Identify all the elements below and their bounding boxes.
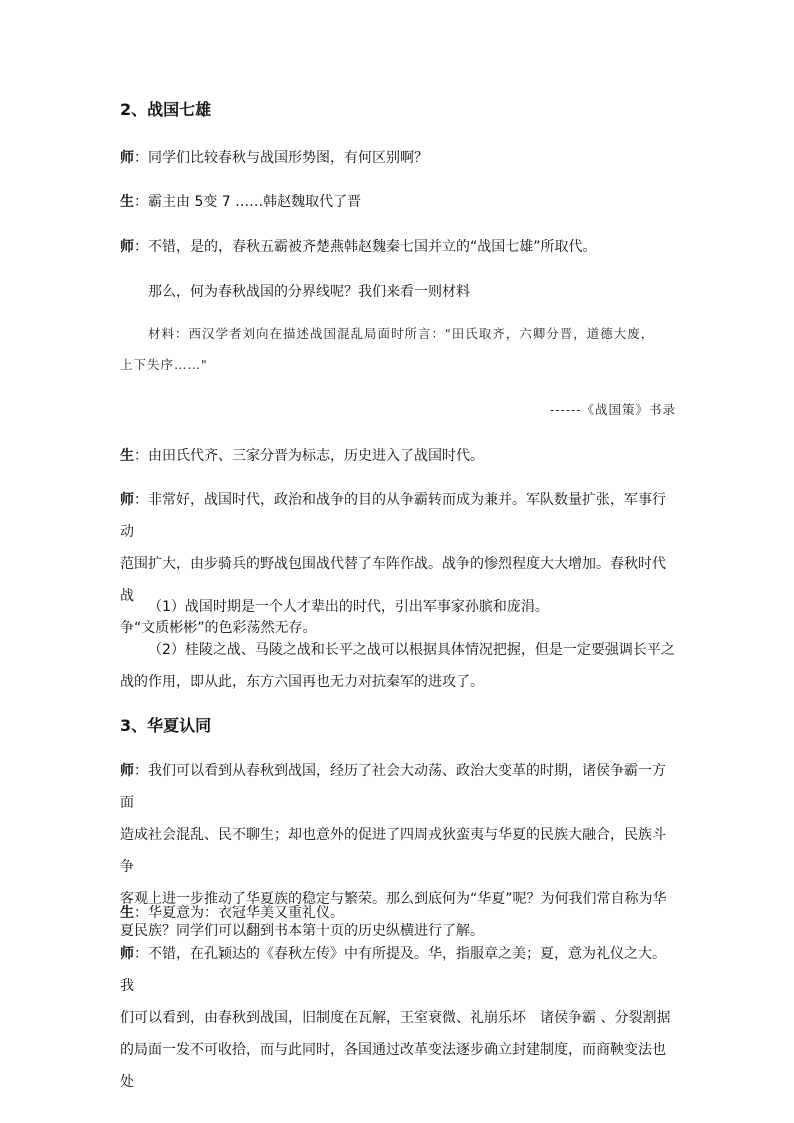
speaker-teacher: 师 [120, 763, 134, 779]
dialogue-text: ：华夏意为：衣冠华美又重礼仪。 [134, 905, 344, 921]
section-title-warring-states: 2、战国七雄 [120, 100, 212, 119]
dialogue-text: 争“文质彬彬”的色彩荡然无存。 [120, 620, 317, 636]
quoted-material [120, 318, 676, 380]
point-2 [120, 634, 676, 698]
speaker-student: 生 [120, 448, 134, 464]
speaker-teacher: 师 [120, 492, 134, 508]
dialogue-teacher-3 [120, 484, 676, 644]
dialogue-text: 夏民族？同学们可以翻到书本第十页的历史纵横进行了解。 [120, 923, 484, 939]
dialogue-text: 客观上进一步推动了华夏族的稳定与繁荣。那么到底何为“华夏”呢？为何我们常自称为华 [120, 891, 667, 907]
dialogue-text: ：非常好，战国时代，政治和战争的目的从争霸转而成为兼并。军队数量扩张，军事行动 [120, 492, 666, 540]
speaker-teacher: 师 [120, 150, 134, 166]
point-2-line-2: 战的作用，即从此，东方六国再也无力对抗秦军的进攻了。 [120, 674, 484, 690]
dialogue-teacher-5 [120, 938, 676, 1098]
material-line-1: 材料：西汉学者刘向在描述战国混乱局面时所言："田氏取齐，六卿分晋，道德大废， [148, 326, 655, 341]
dialogue-text: ：不错，是的，春秋五霸被齐楚燕韩赵魏秦七国并立的“战国七雄”所取代。 [134, 239, 597, 255]
speaker-student: 生 [120, 194, 134, 210]
speaker-student: 生 [120, 905, 134, 921]
dialogue-teacher-2 [120, 237, 676, 257]
dialogue-teacher-1 [120, 148, 676, 168]
section-title-huaxia: 3、华夏认同 [120, 716, 212, 735]
point-1: （1）战国时期是一个人才辈出的时代，引出军事家孙膑和庞涓。 [148, 599, 549, 615]
material-source: ------《战国策》书录 [550, 402, 676, 417]
dialogue-text: ：由田氏代齐、三家分晋为标志，历史进入了战国时代。 [134, 448, 484, 464]
dialogue-text: ：同学们比较春秋与战国形势图，有何区别啊？ [134, 150, 428, 166]
dialogue-text: 们可以看到，由春秋到战国，旧制度在瓦解，王室衰微、礼崩乐坏 诸侯争霸 、分裂割据 [120, 1010, 671, 1026]
dialogue-text: 的局面一发不可收拾，而与此同时，各国通过改革变法逐步确立封建制度，而商鞅变法也处 [120, 1042, 666, 1090]
speaker-teacher: 师 [120, 239, 134, 255]
dialogue-text: ：霸主由 5变 7 ……韩赵魏取代了晋 [134, 194, 362, 210]
dialogue-student-1 [120, 192, 676, 212]
speaker-teacher: 师 [120, 946, 134, 962]
dialogue-text: ：我们可以看到从春秋到战国，经历了社会大动荡、政治大变革的时期，诸侯争霸一方面 [120, 763, 666, 811]
paragraph-boundary-question: 那么，何为春秋战国的分界线呢？我们来看一则材料 [148, 284, 470, 300]
dialogue-student-2 [120, 446, 676, 466]
dialogue-text: ：不错，在孔颖达的《春秋左传》中有所提及。华，指服章之美；夏，意为礼仪之大。我 [120, 946, 666, 994]
material-line-2: 上下失序……" [120, 357, 208, 372]
dialogue-text: 造成社会混乱、民不聊生；却也意外的促进了四周戎狄蛮夷与华夏的民族大融合，民族斗争 [120, 827, 666, 875]
point-2-line-1: （2）桂陵之战、马陵之战和长平之战可以根据具体情况把握，但是一定要强调长平之 [148, 642, 675, 658]
dialogue-text: 范围扩大，由步骑兵的野战包围战代替了车阵作战。战争的惨烈程度大大增加。春秋时代战 [120, 556, 666, 604]
dialogue-student-3 [120, 903, 676, 923]
